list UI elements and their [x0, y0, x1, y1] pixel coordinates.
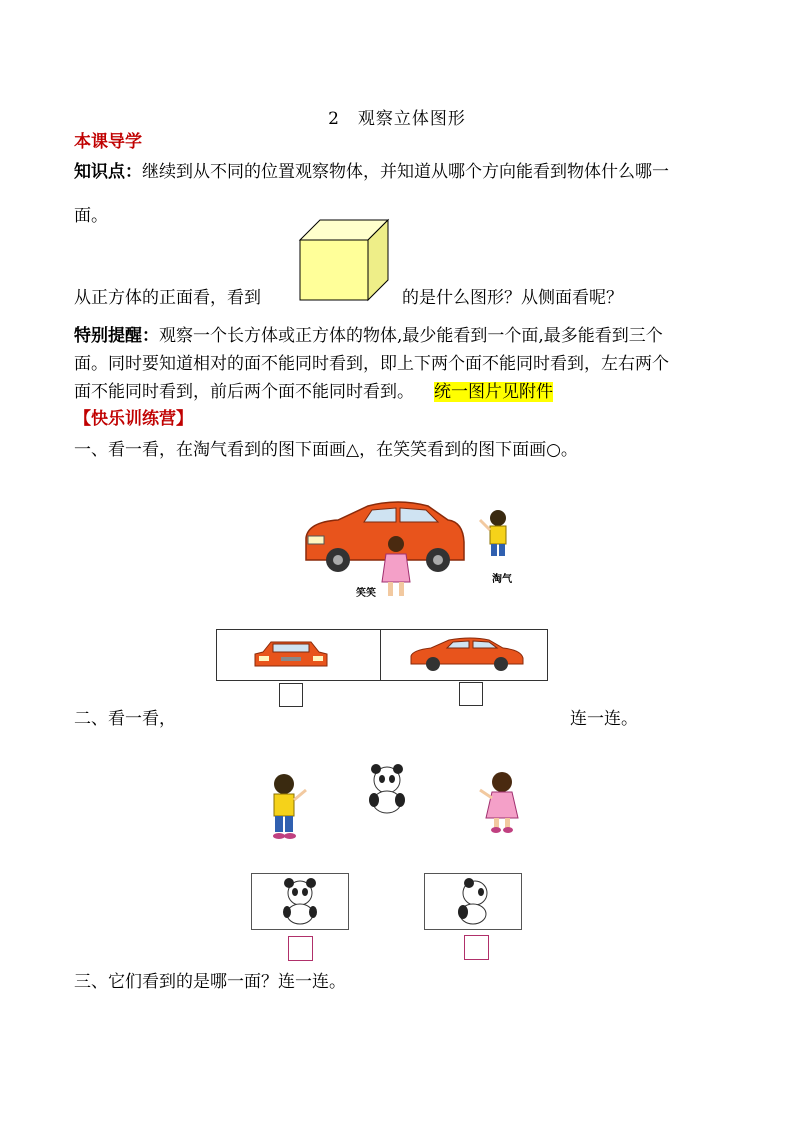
- knowledge-text: 继续到从不同的位置观察物体，并知道从哪个方向能看到物体什么哪一: [142, 162, 669, 182]
- q1-answer-box-right[interactable]: [459, 682, 483, 706]
- knowledge-text-cont: 面。: [74, 206, 108, 226]
- question-3: 三、它们看到的是哪一面？连一连。: [74, 972, 346, 992]
- q1-answer-box-left[interactable]: [279, 683, 303, 707]
- tip-line-3: [74, 378, 553, 406]
- panda-front-card: [251, 873, 349, 930]
- panda-side-view: [451, 878, 495, 926]
- boy-figure: [264, 772, 310, 844]
- tip-highlight: 统一图片见附件: [434, 382, 553, 402]
- tip-text-1: 观察一个长方体或正方体的物体,最少能看到一个面,最多能看到三个: [159, 326, 663, 346]
- label-xiaoxiao: 笑笑: [356, 588, 376, 599]
- q1-options-divider: [380, 630, 381, 680]
- cube-question-before: 从正方体的正面看，看到: [74, 288, 261, 308]
- q2-answer-box-right[interactable]: [464, 935, 489, 960]
- panda-figure: [364, 764, 410, 814]
- cube-illustration: [298, 218, 392, 302]
- q1-options-frame: [216, 629, 548, 681]
- practice-heading: 【快乐训练营】: [74, 409, 193, 429]
- knowledge-point: [74, 158, 669, 186]
- question-2-right: 连一连。: [570, 709, 638, 729]
- knowledge-label: 知识点：: [74, 162, 142, 182]
- tip-line-1: [74, 322, 663, 350]
- car-front-view: [251, 638, 331, 672]
- panda-side-card: [424, 873, 522, 930]
- question-1: 一、看一看，在淘气看到的图下面画△，在笑笑看到的图下面画○。: [74, 440, 578, 460]
- q1-scene-illustration: [298, 498, 528, 608]
- page-title: 2 观察立体图形: [328, 109, 466, 129]
- tip-text-3: 面不能同时看到，前后两个面不能同时看到。: [74, 382, 414, 402]
- label-taoqi: 淘气: [492, 574, 512, 585]
- cube-question-after: 的是什么图形？从侧面看呢？: [402, 288, 623, 308]
- tip-line-2: 面。同时要知道相对的面不能同时看到，即上下两个面不能同时看到，左右两个: [74, 354, 669, 374]
- car-side-view: [407, 636, 527, 672]
- q2-answer-box-left[interactable]: [288, 936, 313, 961]
- question-2-left: 二、看一看，: [74, 709, 176, 729]
- section-guide-heading: 本课导学: [74, 132, 142, 152]
- girl-figure: [474, 770, 524, 834]
- tip-label: 特别提醒：: [74, 326, 159, 346]
- panda-front-view: [278, 878, 322, 926]
